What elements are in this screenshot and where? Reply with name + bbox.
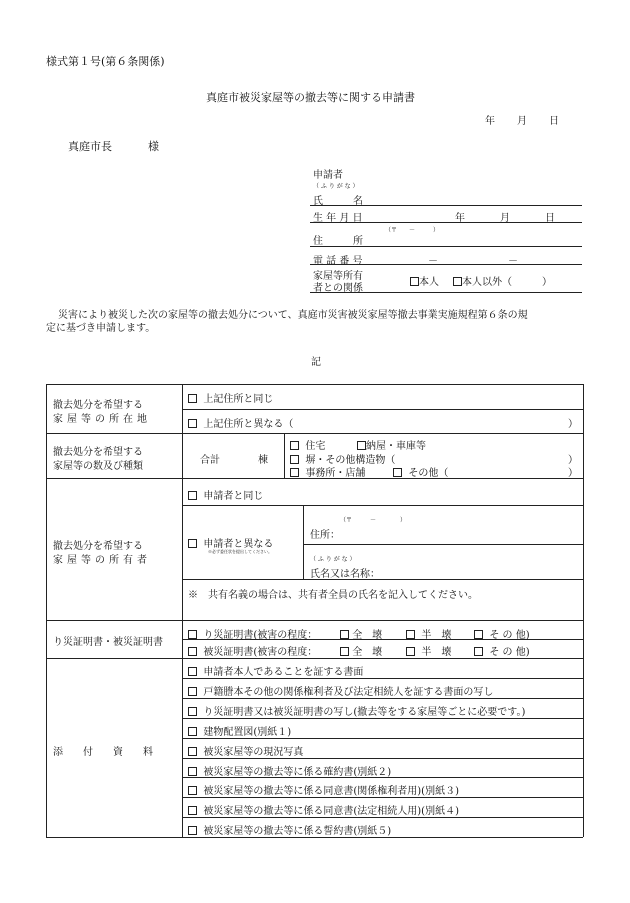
attach-item-label: 戸籍謄本その他の関係権利者及び法定相続人を証する書面の写し: [203, 686, 494, 698]
attach-item-label: 被災家屋等の撤去等に係る同意書(法定相続人用)(別紙４): [203, 806, 459, 818]
attach-item-checkbox[interactable]: [188, 747, 197, 756]
attach-item[interactable]: [188, 763, 391, 778]
addressee-honorific: 様: [148, 140, 159, 153]
checkbox-type-fence[interactable]: [290, 455, 299, 464]
cert-risai-option[interactable]: り災証明書(被害の程度：: [188, 626, 317, 641]
attach-divider: [182, 777, 583, 778]
location-different-option[interactable]: 上記住所と異なる（: [188, 415, 293, 430]
cert-risai-other[interactable]: そ の 他): [474, 626, 530, 641]
applicant-name-label: 氏 名: [313, 196, 363, 207]
relation-self-option[interactable]: 本人: [410, 273, 439, 288]
checkbox-relation-other[interactable]: [453, 277, 462, 286]
birth-month: 月: [500, 213, 510, 224]
relation-label-line2: 者との関係: [313, 283, 363, 294]
checkbox-relation-self[interactable]: [410, 277, 419, 286]
attach-item[interactable]: [188, 703, 525, 718]
checkbox-risai-other[interactable]: [474, 630, 483, 639]
phone-separator-1: －: [428, 256, 438, 267]
attach-item[interactable]: [188, 723, 291, 738]
phone-separator-2: －: [508, 256, 518, 267]
attach-item-checkbox[interactable]: [188, 687, 197, 696]
applicant-furigana-label: （ ふ り が な ）: [313, 183, 359, 190]
checkbox-risai-full[interactable]: [340, 630, 349, 639]
relation-label-line1: 家屋等所有: [313, 271, 363, 282]
location-different-close: ）: [568, 419, 578, 430]
checkbox-cert-risai[interactable]: [188, 630, 197, 639]
attach-label: 添 付 資 料: [53, 747, 153, 758]
checkbox-hisai-half[interactable]: [406, 647, 415, 656]
attach-item-checkbox[interactable]: [188, 786, 197, 795]
checkbox-cert-hisai[interactable]: [188, 647, 197, 656]
page-title: 真庭市被災家屋等の撤去等に関する申請書: [206, 91, 415, 104]
attach-item-label: 被災家屋等の撤去等に係る同意書(関係権利者用)(別紙３): [203, 786, 459, 798]
attach-item-checkbox[interactable]: [188, 667, 197, 676]
date-day: 日: [549, 116, 559, 127]
checkbox-type-house[interactable]: [290, 441, 299, 450]
cert-hisai-option[interactable]: 被災証明書(被害の程度：: [188, 643, 317, 658]
owner-same-option[interactable]: 申請者と同じ: [188, 487, 263, 502]
owner-different-note: ※必ず委任状を提出してください。: [208, 549, 272, 554]
attach-item-checkbox[interactable]: [188, 806, 197, 815]
relation-other-option[interactable]: 本人以外（ ）: [453, 273, 552, 288]
cert-hisai-full[interactable]: 全 壊: [340, 643, 382, 658]
type-shed-option[interactable]: 納屋・車庫等: [357, 437, 426, 452]
birth-year: 年: [455, 213, 465, 224]
attach-item-label: 被災家屋等の現況写真: [203, 746, 304, 758]
attach-item-checkbox[interactable]: [188, 707, 197, 716]
owner-different-option[interactable]: 申請者と異なる: [188, 535, 273, 550]
date-year: 年: [485, 116, 495, 127]
date-month: 月: [517, 116, 527, 127]
applicant-birth-label: 生 年 月 日: [313, 213, 363, 224]
attach-divider: [182, 678, 583, 679]
attach-item-label: 申請者本人であることを証する書面: [203, 667, 364, 678]
checkbox-type-shed[interactable]: [357, 441, 366, 450]
intro-text-line2: 定に基づき申請します。: [46, 323, 156, 334]
checkbox-type-office[interactable]: [290, 468, 299, 477]
location-label-line1: 撤去処分を希望する: [53, 400, 143, 411]
attach-item-label: 被災家屋等の撤去等に係る誓約書(別紙５): [203, 826, 392, 838]
type-house-option[interactable]: 住宅: [290, 437, 325, 452]
attach-divider: [182, 738, 583, 739]
attach-item-label: り災証明書又は被災証明書の写し(撤去等をする家屋等ごとに必要です。): [203, 706, 526, 718]
attach-item-checkbox[interactable]: [188, 767, 197, 776]
addressee-name: 真庭市長: [68, 140, 112, 153]
attach-divider: [182, 718, 583, 719]
attach-divider: [182, 758, 583, 759]
attach-item[interactable]: [188, 822, 391, 837]
applicant-phone-label: 電 話 番 号: [313, 256, 363, 267]
owner-label-line1: 撤去処分を希望する: [53, 541, 143, 552]
type-office-option[interactable]: 事務所・店舗: [290, 464, 365, 479]
count-label-line1: 撤去処分を希望する: [53, 447, 143, 458]
owner-shared-note: ※ 共有名義の場合は、共有者全員の氏名を記入してください。: [188, 590, 478, 601]
attach-item-checkbox[interactable]: [188, 727, 197, 736]
checkbox-owner-different[interactable]: [188, 539, 197, 548]
applicant-postal: （〒 － ）: [385, 227, 440, 234]
owner-address-label: 住所：: [310, 530, 340, 541]
checkbox-hisai-other[interactable]: [474, 647, 483, 656]
count-total-label: 合計: [200, 455, 220, 466]
attach-divider: [182, 698, 583, 699]
attach-item-checkbox[interactable]: [188, 826, 197, 835]
checkbox-type-other[interactable]: [393, 468, 402, 477]
attach-divider: [182, 817, 583, 818]
location-label-line2: 家屋等の所在地: [53, 414, 151, 425]
cert-label: り災証明書・被災証明書: [53, 637, 163, 648]
attach-item[interactable]: [188, 743, 303, 758]
intro-text-line1: 災害により被災した次の家屋等の撤去処分について、真庭市災害被災家屋等撤去事業実施規程第６条の規: [58, 310, 528, 321]
count-label-line2: 家屋等の数及び種類: [53, 461, 143, 472]
checkbox-owner-same[interactable]: [188, 491, 197, 500]
checkbox-location-same[interactable]: [188, 394, 197, 403]
attach-item-label: 被災家屋等の撤去等に係る確約書(別紙２): [203, 766, 392, 778]
count-unit-label: 棟: [258, 455, 268, 466]
location-same-option[interactable]: 上記住所と同じ: [188, 390, 273, 405]
birth-day: 日: [545, 213, 555, 224]
form-number: 様式第１号(第６条関係): [46, 55, 165, 68]
checkbox-hisai-full[interactable]: [340, 647, 349, 656]
attach-item[interactable]: [188, 802, 459, 817]
type-other-close: ）: [568, 468, 578, 479]
attach-item-label: 建物配置図(別紙１): [203, 726, 292, 738]
type-fence-close: ）: [568, 455, 578, 466]
cert-hisai-half[interactable]: 半 壊: [406, 643, 451, 658]
type-fence-option[interactable]: 塀・その他構造物（: [290, 451, 395, 466]
checkbox-location-different[interactable]: [188, 419, 197, 428]
cert-risai-full[interactable]: 全 壊: [340, 626, 382, 641]
attach-item[interactable]: [188, 683, 493, 698]
owner-furigana-label: （ ふ り が な ）: [310, 556, 356, 563]
attach-item[interactable]: [188, 663, 363, 678]
ki-heading: 記: [311, 357, 321, 368]
attach-divider: [182, 797, 583, 798]
cert-risai-half[interactable]: 半 壊: [406, 626, 451, 641]
type-other-option[interactable]: その他（: [393, 464, 448, 479]
owner-label-line2: 家屋等の所有者: [53, 555, 151, 566]
owner-name-label: 氏名又は名称：: [310, 569, 380, 580]
applicant-address-label: 住 所: [313, 236, 363, 247]
owner-postal: （〒 － ）: [340, 517, 407, 524]
attach-item[interactable]: [188, 782, 459, 797]
applicant-heading: 申請者: [313, 170, 343, 181]
cert-hisai-other[interactable]: そ の 他): [474, 643, 530, 658]
checkbox-risai-half[interactable]: [406, 630, 415, 639]
